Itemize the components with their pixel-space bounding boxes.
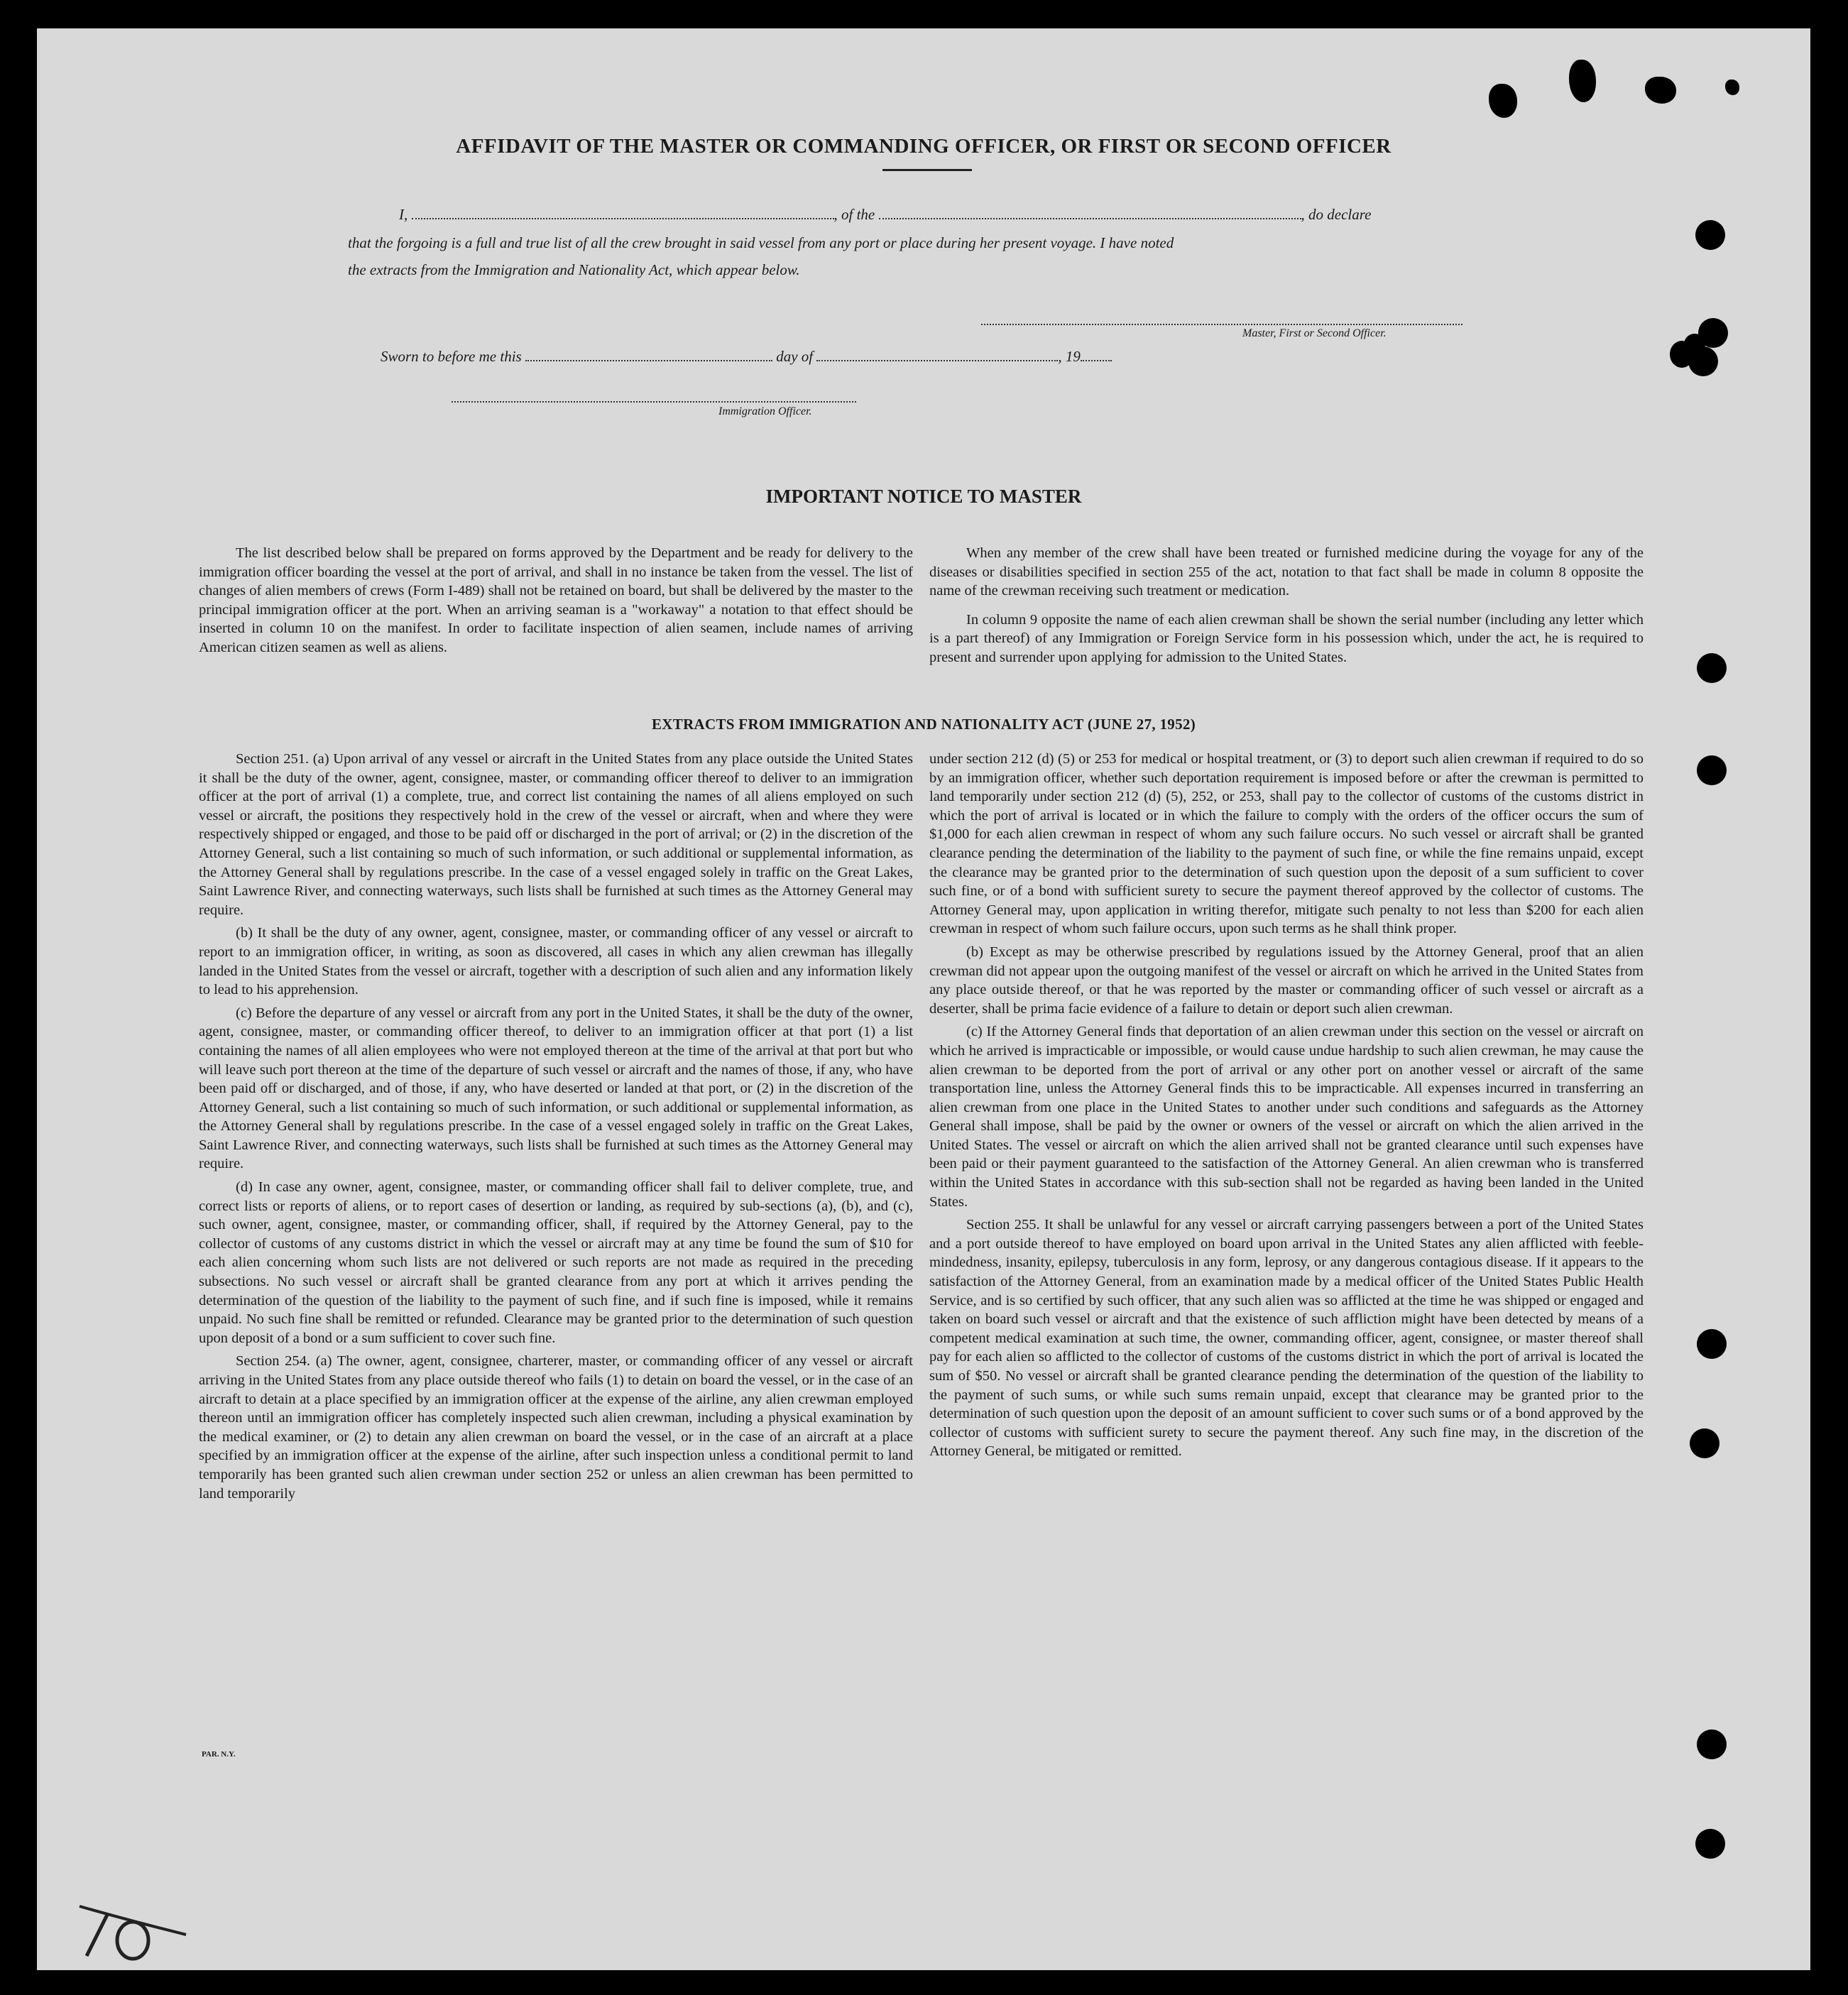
immigration-officer-signature-line[interactable]	[452, 401, 856, 403]
notice-right-paragraph: In column 9 opposite the name of each alien crewman shall be shown the serial number (including any letter which is a part thereof) of any Immigration or Foreign Service form in his possession which, under the act, he is required to present and surrender upon applying for admission to the United States.	[929, 611, 1644, 665]
extracts-heading: EXTRACTS FROM IMMIGRATION AND NATIONALITY ACT (JUNE 27, 1952)	[652, 716, 1196, 733]
declaration-line-3: the extracts from the Immigration and Nationality Act, which appear below.	[348, 261, 800, 278]
section-254-b: (b) Except as may be otherwise prescribed by regulations issued by the Attorney General, proof that an alien crewman did not appear upon the outgoing manifest of the vessel or aircraft on which he arrived in the United States from any place outside thereof, or that he was reported by the master or commanding officer of such vessel or aircraft as a deserter, shall be prima facie evidence of a failure to detain or deport such alien crewman.	[929, 944, 1644, 1017]
ink-blot	[1725, 80, 1739, 95]
punch-hole	[1695, 220, 1725, 250]
sworn-date-field[interactable]	[525, 360, 772, 361]
year-label: , 19	[1058, 348, 1081, 365]
form-page	[37, 28, 1810, 1970]
ink-blot	[1645, 77, 1676, 104]
handwritten-number	[65, 1885, 214, 1970]
notice-heading: IMPORTANT NOTICE TO MASTER	[765, 486, 1082, 507]
section-254-c: (c) If the Attorney General finds that deportation of an alien crewman under this section on the vessel or aircraft on which he arrived is impracticable or impossible, or would cause undue hardship to such alien crewman, he may cause the alien crewman to be deported from the port of arrival or any other port on another vessel or aircraft of the same transportation line, unless the Attorney General finds this to be impracticable. All expenses incurred in transferring an alien crewman from one place in the United States to another under such conditions and safeguards as the Attorney General shall impose, shall be paid by the owner or owners of the vessel or aircraft on which the alien arrived in the United States. The vessel or aircraft on which the alien arrived shall not be granted clearance until such expenses have been paid or their payment guaranteed to the satisfaction of the Attorney General. An alien crewman who is transferred within the United States in accordance with this sub-section shall not be regarded as having been landed in the United States.	[929, 1024, 1644, 1210]
punch-hole	[1697, 1329, 1727, 1359]
section-251-a: Section 251. (a) Upon arrival of any vessel or aircraft in the United States from any place outside the United States it shall be the duty of the owner, agent, consignee, master, or commanding officer thereof to deliver to an immigration officer at the port of arrival (1) a complete, true, and correct list containing the names of all aliens employed on such vessel or aircraft, the positions they respectively hold in the crew of the vessel or aircraft, when and where they were respectively shipped or engaged, and those to be paid off or discharged in the port of arrival; or (2) in the discretion of the Attorney General, such a list containing so much of such information, or such additional or supplemental information, as the Attorney General shall by regulations prescribe. In the case of a vessel engaged solely in traffic on the Great Lakes, Saint Lawrence River, and connecting waterways, such lists shall be furnished at such times as the Attorney General may require.	[199, 751, 913, 918]
sworn-month-field[interactable]	[816, 360, 1058, 361]
sworn-label: Sworn to before me this	[381, 348, 522, 365]
section-254-a: Section 254. (a) The owner, agent, consignee, charterer, master, or commanding officer of any vessel or aircraft arriving in the United States from any place outside thereof who fails (1) to detain on board the vessel, or in the case of an aircraft to detain at a place specified by an immigration officer at the expense of the airline, any alien crewman employed thereon until an immigration officer has completely inspected such alien crewman, including a physical examination by the medical examiner, or (2) to detain any alien crewman on board the vessel, or in the case of an aircraft at a place specified by an immigration officer at the expense of the airline, after such inspection unless a conditional permit to land temporarily has been granted such alien crewman under section 252 or unless an alien crewman has been permitted to land temporarily	[199, 1353, 913, 1502]
notice-right-paragraph: When any member of the crew shall have been treated or furnished medicine during the voyage for any of the diseases or disabilities specified in section 255 of the act, notation to that fact shall be made in column 8 opposite the name of the crewman receiving such treatment or medication.	[929, 545, 1644, 599]
name-field[interactable]	[412, 218, 834, 219]
declaration-line-2: that the forgoing is a full and true list of all the crew brought in said vessel from any port or place during her present voyage. I have noted	[348, 234, 1174, 251]
section-251-c: (c) Before the departure of any vessel or aircraft from any port in the United States, it shall be the duty of the owner, agent, consignee, master, or commanding officer thereof, to deliver to an immigration officer at that port (1) a list containing the names of all alien employees who were not employed thereon at the time of the arrival at that port but who will leave such port thereon at the time of the departure of such vessel or aircraft and the names of those, if any, who have been paid off or discharged, and of those, if any, who have deserted or landed at that port, or (2) in the discretion of the Attorney General, such a list containing so much of such information, or such additional or supplemental information, as the Attorney General shall by regulations prescribe. In the case of a vessel engaged solely in traffic on the Great Lakes, Saint Lawrence River, and connecting waterways, such lists shall be furnished at such times as the Attorney General may require.	[199, 1005, 913, 1172]
section-251-b: (b) It shall be the duty of any owner, agent, consignee, master, or commanding officer of any vessel or aircraft to report to an immigration officer, in writing, as soon as discovered, all cases in which any alien crewman has illegally landed in the United States from the vessel or aircraft, together with a description of such alien and any information likely to lead to his apprehension.	[199, 925, 913, 998]
section-254-a-continued: under section 212 (d) (5) or 253 for medical or hospital treatment, or (3) to deport such alien crewman if required to do so by an immigration officer, whether such deportation requirement is imposed before or after the crewman is permitted to land temporarily under section 212 (d) (5), 252, or 253, shall pay to the collector of customs of the customs district in which the port of arrival is located or in which the failure to comply with the orders of the officer occurs the sum of $1,000 for each alien crewman in respect of whom any such failure occurs. No such vessel or aircraft shall be granted clearance pending the determination of the liability to the payment of such fine, or while the fine remains unpaid, except the clearance may be granted prior to the determination of such question upon the deposit of a sum sufficient to cover such fine, or of a bond with sufficient surety to secure the payment thereof approved by the collector of customs. The Attorney General may, upon application in writing therefor, mitigate such penalty to not less than $200 for each alien crewman in respect of whom such failure occurs, upon such terms as he shall think proper.	[929, 751, 1644, 937]
title-divider	[882, 169, 972, 171]
master-signature-line[interactable]	[981, 324, 1462, 325]
day-of-label: day of	[776, 348, 814, 365]
ink-blot	[1489, 84, 1517, 118]
sworn-line	[381, 348, 1232, 366]
declaration-of-the-label: , of the	[833, 206, 875, 223]
printer-imprint: PAR. N.Y.	[202, 1750, 236, 1759]
section-251-d: (d) In case any owner, agent, consignee, master, or commanding officer shall fail to deliver complete, true, and correct lists or reports of aliens, or to report cases of desertion or landing, as required by sub-sections (a), (b), and (c), such owner, agent, consignee, master, or commanding officer, shall, if required by the Attorney General, pay to the collector of customs of any customs district in which the vessel or aircraft may at any time be found the sum of $10 for each alien concerning whom such lists are not delivered or such reports are not made as required in the preceding subsections. No such vessel or aircraft shall be granted clearance from any port at which it arrives pending the determination of the question of the liability to the payment of such fine, and if such fine is imposed, while it remains unpaid. No such fine shall be remitted or refunded. Clearance may be granted prior to the determination of such question upon deposit of a bond or a sum sufficient to cover such fine.	[199, 1179, 913, 1346]
declaration-i-label: I,	[399, 206, 408, 223]
affidavit-title: AFFIDAVIT OF THE MASTER OR COMMANDING OFFICER, OR FIRST OR SECOND OFFICER	[456, 135, 1392, 158]
punch-hole	[1695, 1829, 1725, 1859]
punch-hole	[1670, 341, 1694, 368]
sworn-year-field[interactable]	[1081, 360, 1112, 361]
notice-left-column	[199, 544, 913, 662]
vessel-field[interactable]	[879, 218, 1301, 219]
declaration-line-1	[399, 206, 1501, 224]
master-signature-caption: Master, First or Second Officer.	[1242, 327, 1387, 339]
immigration-officer-caption: Immigration Officer.	[718, 405, 812, 417]
section-255: Section 255. It shall be unlawful for any vessel or aircraft carrying passengers between a port of the United States and a port outside thereof to have employed on board upon arrival in the United States any alien afflicted with feeble-mindedness, insanity, epilepsy, tuberculosis in any form, leprosy, or any dangerous contagious disease. If it appears to the satisfaction of the Attorney General, from an examination made by a medical officer of the United States Public Health Service, and is so certified by such officer, that any such alien was so afflicted at the time he was shipped or engaged and taken on board such vessel or aircraft and that the existence of such affliction might have been detected by means of a competent medical examination at such time, the owner, commanding officer, agent, consignee, or master thereof shall pay for each alien so afflicted to the collector of customs of the customs district in which the port of arrival is located the sum of $50. No vessel or aircraft shall be granted clearance pending the determination of the question of the liability to the payment of such sums, or while such sums remain unpaid, except that clearance may be granted prior to the determination of such question upon the deposit of an amount sufficient to cover such sums or of a bond approved by the collector of customs with sufficient surety to secure the payment thereof. Any such fine may, in the discretion of the Attorney General, be mitigated or remitted.	[929, 1217, 1644, 1460]
declaration-do-declare-label: , do declare	[1301, 206, 1372, 223]
notice-left-paragraph: The list described below shall be prepared on forms approved by the Department and be ready for delivery to the immigration officer boarding the vessel at the port of arrival, and shall in no instance be taken from the vessel. The list of changes of alien members of crews (Form I-489) shall not be retained on board, but shall be delivered by the master to the principal immigration officer at the port. When an arriving seaman is a "workaway" a notation to that effect should be inserted in column 10 on the manifest. In order to facilitate inspection of alien seamen, include names of arriving American citizen seamen as well as aliens.	[199, 545, 913, 655]
extracts-left-column	[199, 750, 913, 1507]
punch-hole	[1690, 1428, 1719, 1458]
punch-hole	[1697, 653, 1727, 683]
notice-right-column	[929, 544, 1644, 672]
extracts-right-column	[929, 750, 1644, 1465]
punch-hole	[1697, 1729, 1727, 1759]
ink-blot	[1569, 60, 1596, 102]
punch-hole	[1697, 755, 1727, 785]
